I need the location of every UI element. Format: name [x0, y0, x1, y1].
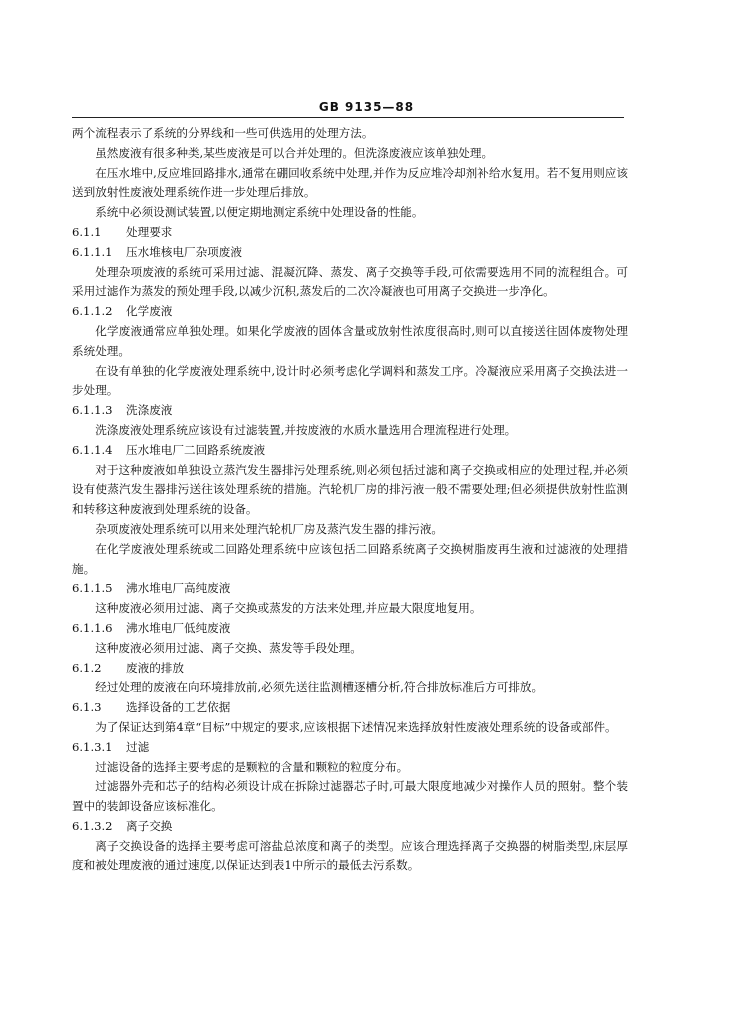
section-heading: [72, 302, 628, 322]
paragraph: 杂项废液处理系统可以用来处理汽轮机厂房及蒸汽发生器的排污液。: [95, 521, 444, 536]
section-heading: [72, 441, 628, 461]
section-title: 压水堆电厂二回路系统废液: [126, 442, 266, 457]
section-title: 压水堆核电厂杂项废液: [126, 244, 242, 259]
paragraph: 化学废液通常应单独处理。如果化学废液的固体含量或放射性浓度很高时,则可以直接送往固体废物处理系统处理。: [72, 323, 628, 358]
paragraph: 虽然废液有很多种类,某些废液是可以合并处理的。但洗涤废液应该单独处理。: [95, 145, 494, 160]
paragraph: 为了保证达到第4章“目标”中规定的要求,应该根据下述情况来选择放射性废液处理系统的设备或部件。: [95, 719, 617, 734]
paragraph: 两个流程表示了系统的分界线和一些可供选用的处理方法。: [72, 126, 374, 140]
section-number: 6.1.2: [72, 660, 102, 675]
section-heading: [72, 223, 628, 243]
section-number: 6.1.3.1: [72, 739, 113, 754]
section-heading: [72, 659, 628, 679]
section-number: 6.1.1.5: [72, 581, 113, 596]
paragraph: 处理杂项废液的系统可采用过滤、混凝沉降、蒸发、离子交换等手段,可依需要选用不同的流程组合。可采用过滤作为蒸发的预处理手段,以减少沉积,蒸发后的二次冷凝液也可用离子交换进一步净化。: [72, 264, 628, 299]
section-number: 6.1.1.4: [72, 442, 113, 457]
paragraph: 经过处理的废液在向环境排放前,必须先送往监测槽逐槽分析,符合排放标准后方可排放。: [95, 680, 544, 695]
section-heading: [72, 401, 628, 421]
section-heading: [72, 698, 628, 718]
section-heading: [72, 243, 628, 263]
section-title: 废液的排放: [126, 660, 184, 675]
paragraph: 过滤设备的选择主要考虑的是颗粒的含量和颗粒的粒度分布。: [95, 759, 409, 774]
section-heading: [72, 579, 628, 599]
section-title: 沸水堆电厂低纯废液: [126, 620, 231, 635]
section-heading: [72, 817, 628, 837]
paragraph: 在压水堆中,反应堆回路排水,通常在硼回收系统中处理,并作为反应堆冷却剂补给水复用。若不复用则应该送到放射性废液处理系统作进一步处理后排放。: [72, 165, 628, 200]
section-number: 6.1.1: [72, 224, 102, 239]
section-number: 6.1.1.3: [72, 403, 113, 418]
paragraph: 在设有单独的化学废液处理系统中,设计时必须考虑化学调料和蒸发工序。冷凝液应采用离子交换法进一步处理。: [72, 363, 628, 398]
section-number: 6.1.1.2: [72, 304, 113, 319]
section-heading: [72, 619, 628, 639]
section-number: 6.1.3.2: [72, 818, 113, 833]
section-heading: [72, 738, 628, 758]
section-title: 处理要求: [126, 224, 173, 239]
section-title: 选择设备的工艺依据: [126, 700, 231, 715]
section-number: 6.1.1.6: [72, 620, 113, 635]
section-title: 沸水堆电厂高纯废液: [126, 581, 231, 596]
paragraph: 这种废液必须用过滤、离子交换、蒸发等手段处理。: [95, 640, 362, 655]
section-number: 6.1.1.1: [72, 244, 113, 259]
paragraph: 离子交换设备的选择主要考虑可溶盐总浓度和离子的类型。应该合理选择离子交换器的树脂类型,床层厚度和被处理废液的通过速度,以保证达到表1中所示的最低去污系数。: [72, 838, 628, 873]
header-rule: [72, 117, 624, 118]
paragraph: 对于这种废液如单独设立蒸汽发生器排污处理系统,则必须包括过滤和离子交换或相应的处理过程,并必须设有使蒸汽发生器排污送往该处理系统的措施。汽轮机厂房的排污液一般不需要处理;但必须提供放射性监测和转移这种废液到处理系统的设备。: [72, 462, 628, 517]
section-title: 洗涤废液: [126, 403, 173, 418]
paragraph: 洗涤废液处理系统应该设有过滤装置,并按废液的水质水量选用合理流程进行处理。: [95, 422, 517, 437]
section-title: 化学废液: [126, 304, 173, 319]
page-header: GB 9135—88: [318, 100, 415, 114]
paragraph: 系统中必须设测试装置,以便定期地测定系统中处理设备的性能。: [95, 205, 424, 220]
section-title: 过滤: [126, 739, 150, 754]
paragraph: 过滤器外壳和芯子的结构必须设计成在拆除过滤器芯子时,可最大限度地减少对操作人员的照射。整个装置中的装卸设备应该标准化。: [72, 779, 628, 814]
document-body: [72, 124, 628, 876]
paragraph: 这种废液必须用过滤、离子交换或蒸发的方法来处理,并应最大限度地复用。: [95, 601, 482, 616]
section-number: 6.1.3: [72, 700, 102, 715]
paragraph: 在化学废液处理系统或二回路处理系统中应该包括二回路系统离子交换树脂废再生液和过滤液的处理措施。: [72, 541, 628, 576]
section-title: 离子交换: [126, 818, 173, 833]
